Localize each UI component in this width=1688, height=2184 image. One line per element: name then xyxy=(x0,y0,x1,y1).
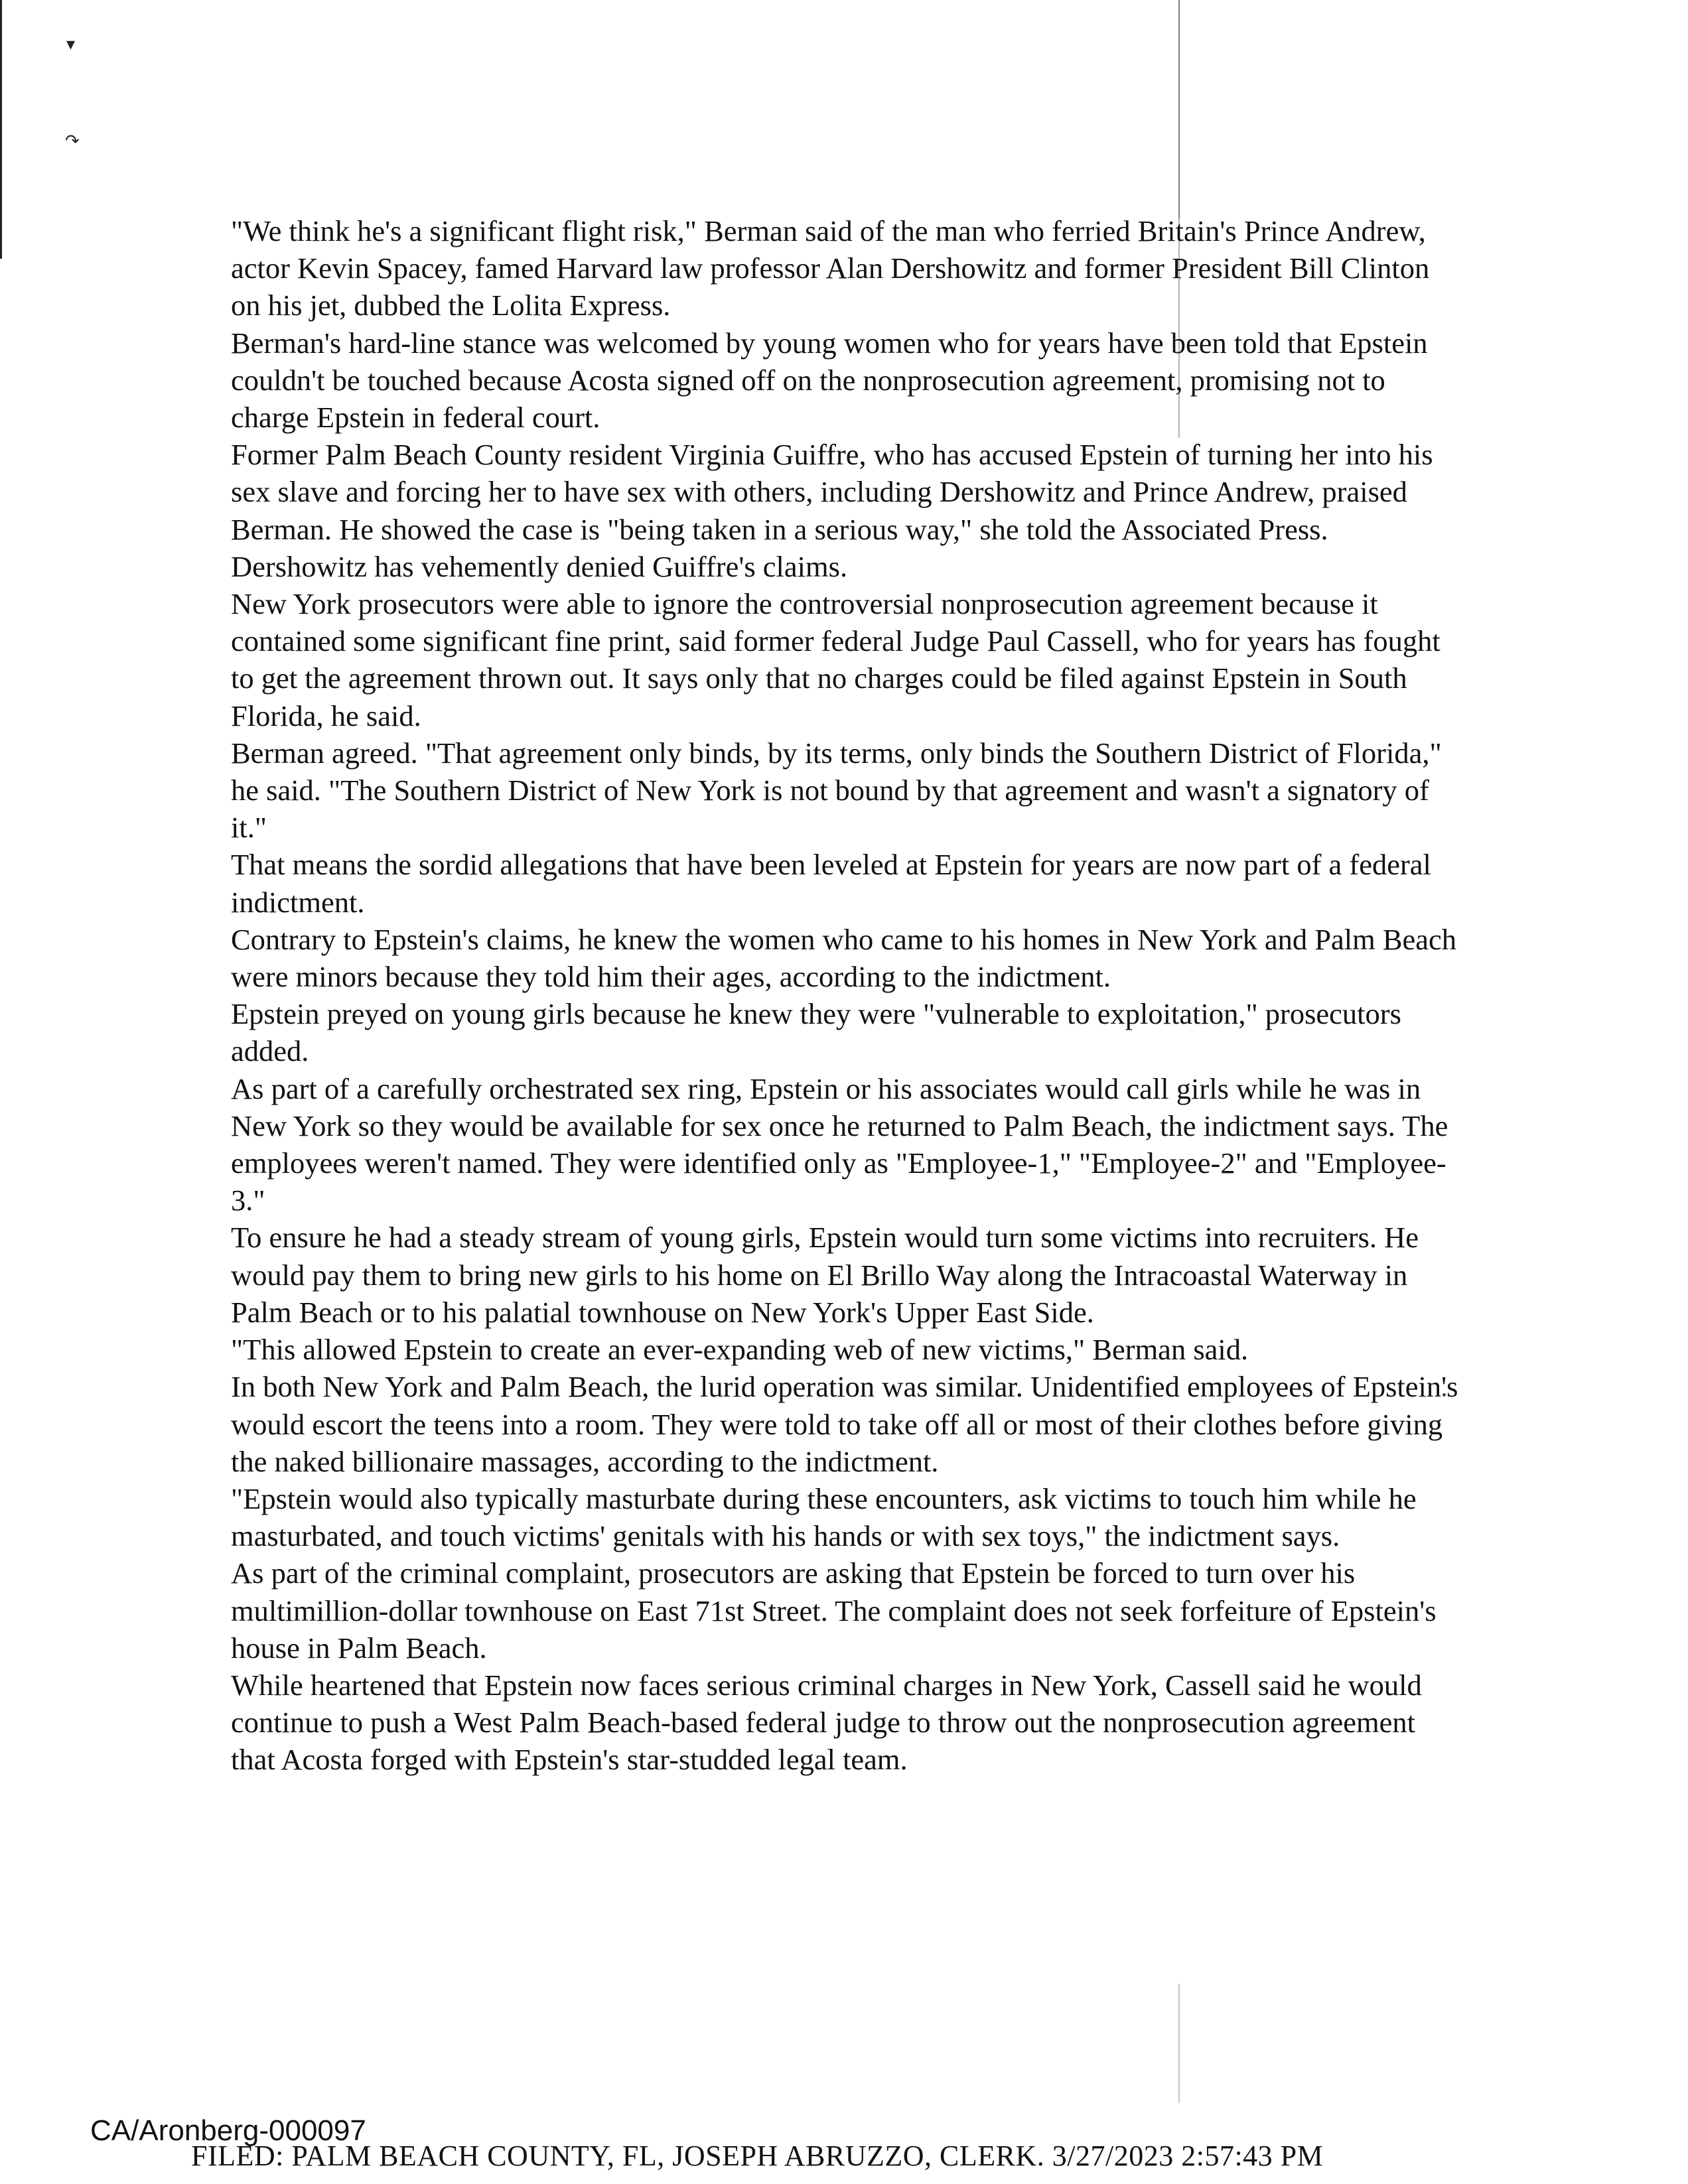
article-paragraph: While heartened that Epstein now faces serious criminal charges in New York, Cassell said he would continue to push a West Palm Beach-based federal judge to throw out the nonprosecution agreement that Acosta forged with Epstein's star-studded legal team. xyxy=(231,1668,1422,1777)
bates-number: CA/Aronberg-000097 xyxy=(90,2114,366,2147)
article-paragraph: To ensure he had a steady stream of young girls, Epstein would turn some victims into recruiters. He would pay them to bring new girls to his home on El Brillo Way along the Intracoastal Waterway in Palm Beach or to his palatial townhouse on New York's Upper East Side. xyxy=(231,1221,1419,1329)
article-paragraph: That means the sordid allegations that have been leveled at Epstein for years are now part of a federal indictment. xyxy=(231,848,1431,919)
article-paragraph: Epstein preyed on young girls because he knew they were "vulnerable to exploitation," prosecutors added. xyxy=(231,997,1401,1068)
article-paragraph: "We think he's a significant flight risk," Berman said of the man who ferried Britain's Prince Andrew, actor Kevin Spacey, famed Harvard law professor Alan Dershowitz and former President Bill Clinton on his jet, dubbed the Lolita Express. xyxy=(231,214,1430,322)
article-paragraph: Contrary to Epstein's claims, he knew the women who came to his homes in New York and Palm Beach were minors because they told him their ages, according to the indictment. xyxy=(231,922,1457,994)
article-paragraph: Berman's hard-line stance was welcomed by young women who for years have been told that Epstein couldn't be touched because Acosta signed off on the nonprosecution agreement, promising not to charge Epstein in federal court. xyxy=(231,326,1428,435)
article-paragraph: As part of the criminal complaint, prosecutors are asking that Epstein be forced to turn over his multimillion-dollar townhouse on East 71st Street. The complaint does not seek forfeiture of Epstein's house in Palm Beach. xyxy=(231,1556,1437,1665)
article-paragraph: As part of a carefully orchestrated sex ring, Epstein or his associates would call girls while he was in New York so they would be available for sex once he returned to Palm Beach, the indictment says. The employees weren't named. They were identified only as "Employee-1," "Employee-2" and "Employee-3." xyxy=(231,1071,1448,1217)
scan-artifact-line xyxy=(1178,1984,1180,2103)
punch-hole-mark: ▾ xyxy=(66,34,76,54)
article-paragraph: New York prosecutors were able to ignore the controversial nonprosecution agreement because it contained some significant fine print, said former federal Judge Paul Cassell, who for years has fought to get the agreement thrown out. It says only that no charges could be filed against Epstein in South Florida, he said. xyxy=(231,587,1441,732)
scan-edge-line xyxy=(0,0,2,259)
article-paragraph: "Epstein would also typically masturbate during these encounters, ask victims to touch him while he masturbated, and touch victims' genitals with his hands or with sex toys," the indictment says. xyxy=(231,1481,1417,1553)
punch-hole-mark: ↷ xyxy=(65,131,80,151)
article-paragraph: "This allowed Epstein to create an ever-expanding web of new victims," Berman said. xyxy=(231,1333,1249,1367)
article-body xyxy=(231,212,1465,1779)
filing-stamp: FILED: PALM BEACH COUNTY, FL, JOSEPH ABRUZZO, CLERK. 3/27/2023 2:57:43 PM xyxy=(191,2140,1324,2172)
scan-artifact-line xyxy=(1178,0,1180,219)
article-paragraph: Former Palm Beach County resident Virginia Guiffre, who has accused Epstein of turning her into his sex slave and forcing her to have sex with others, including Dershowitz and Prince Andrew, praised Berman. He showed the case is "being taken in a serious way," she told the Associated Press. Dershowitz has vehemently denied Guiffre's claims. xyxy=(231,438,1433,583)
article-paragraph: In both New York and Palm Beach, the lurid operation was similar. Unidentified employees of Epstein's would escort the teens into a room. They were told to take off all or most of their clothes before giving the naked billionaire massages, according to the indictment. xyxy=(231,1370,1458,1478)
article-paragraph: Berman agreed. "That agreement only binds, by its terms, only binds the Southern District of Florida," he said. "The Southern District of New York is not bound by that agreement and wasn't a signatory of it." xyxy=(231,736,1442,845)
